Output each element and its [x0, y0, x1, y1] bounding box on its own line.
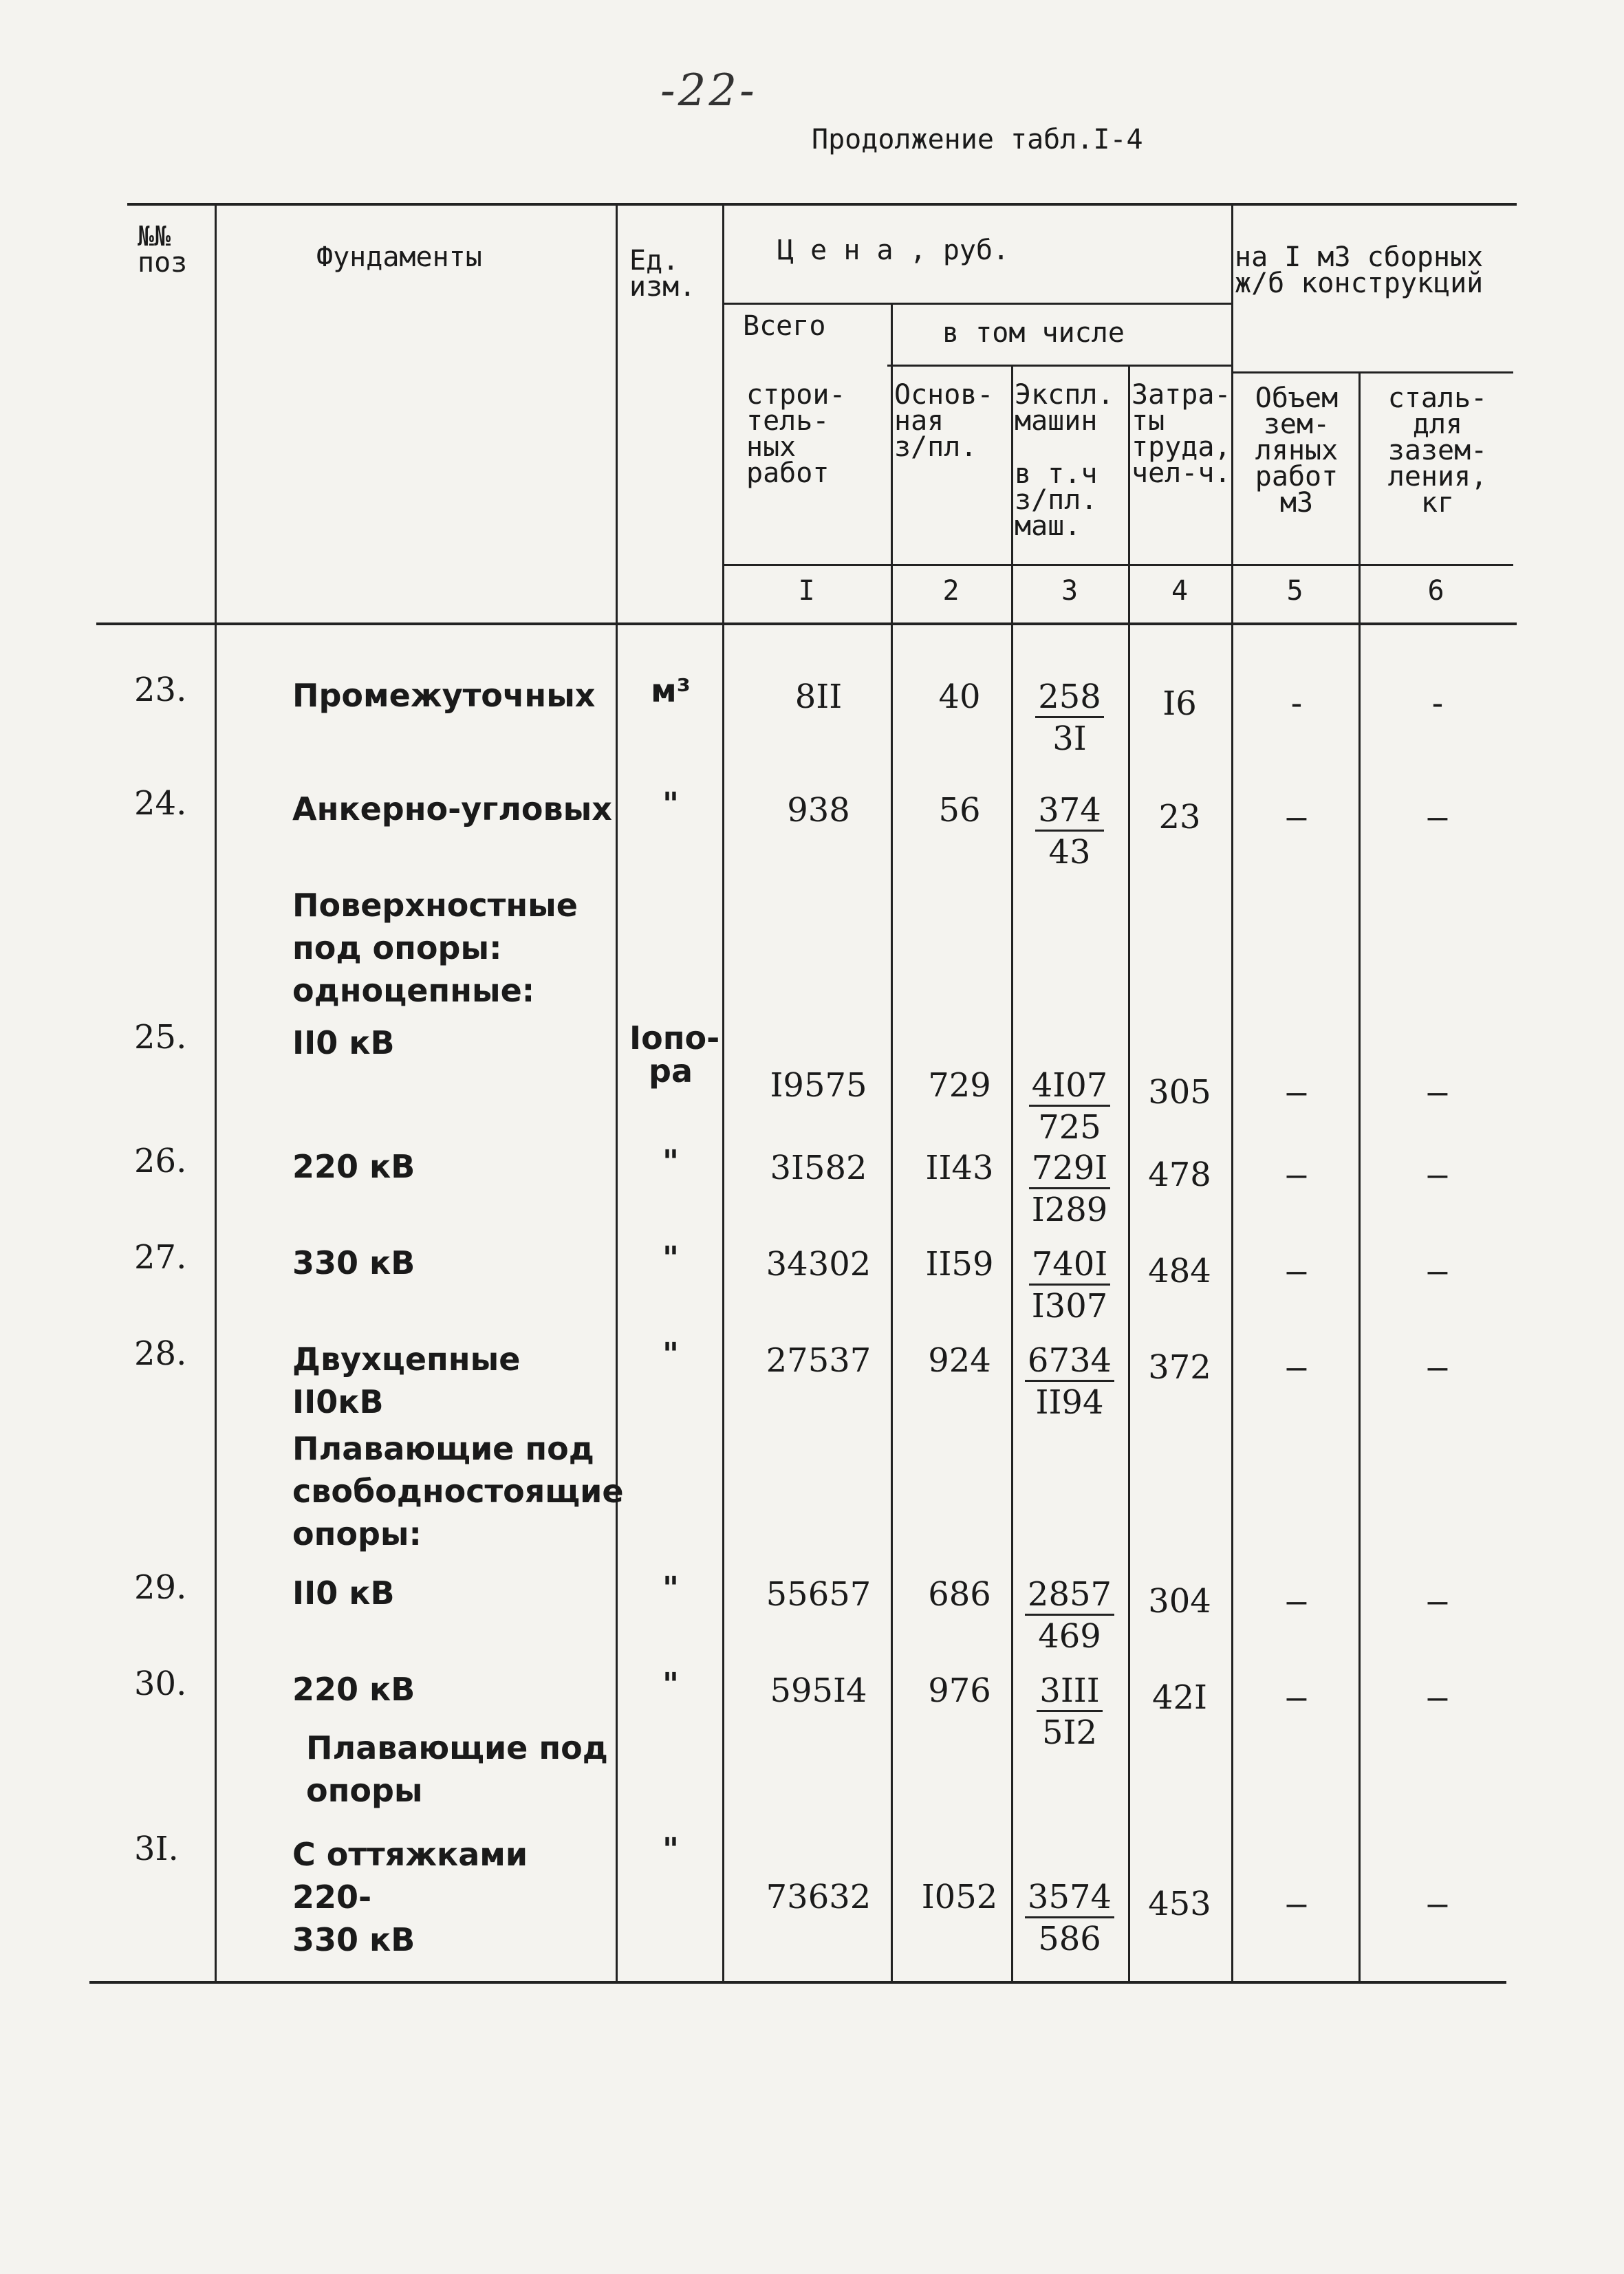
row-name: 220 кВ	[292, 1671, 415, 1708]
header-total: Всего	[743, 310, 826, 342]
row-basic-wage: 40	[938, 678, 981, 716]
row-grounding-steel: —	[1427, 1073, 1448, 1112]
row-machine-cost	[1018, 1671, 1121, 1753]
row-unit: "	[662, 1239, 679, 1277]
rule-incl	[887, 365, 1231, 367]
row-total: 938	[787, 791, 850, 830]
row-name: Промежуточных	[292, 677, 596, 714]
row-machine-operation: 374	[1035, 791, 1104, 832]
vline-6	[1128, 365, 1130, 1981]
row-unit: "	[662, 1336, 679, 1373]
vline-2	[616, 203, 618, 1981]
row-pos: 27.	[134, 1238, 187, 1277]
row-unit: "	[662, 1143, 679, 1180]
vline-5	[1011, 365, 1013, 1981]
header-c3a: Экспл. машин	[1015, 379, 1114, 437]
header-c3b: в т.ч з/пл. маш.	[1015, 458, 1098, 542]
row-labor: 23	[1158, 798, 1201, 836]
row-earth-volume: —	[1286, 1073, 1307, 1112]
vline-7	[1231, 203, 1233, 1981]
colnum-3: 3	[1061, 575, 1079, 607]
row-machine-cost	[1018, 1878, 1121, 1960]
row-machine-operation: 3III	[1037, 1671, 1102, 1712]
rule-header-bottom	[96, 622, 1517, 625]
row-grounding-steel: —	[1427, 1678, 1448, 1717]
continuation-caption: Продолжение табл.I-4	[812, 124, 1143, 155]
row-machine-wage: 725	[1038, 1108, 1101, 1147]
row-machine-operation: 740I	[1029, 1245, 1111, 1286]
row-basic-wage: 686	[928, 1575, 991, 1614]
row-earth-volume: —	[1286, 798, 1307, 836]
row-pos: 28.	[134, 1334, 187, 1373]
row-pos: 30.	[134, 1665, 187, 1703]
page-number: -22-	[660, 65, 757, 116]
row-pos: 26.	[134, 1142, 187, 1180]
row-machine-cost	[1018, 791, 1121, 873]
row-unit: Iопо- ра	[629, 1019, 720, 1090]
row-unit: "	[662, 1570, 679, 1607]
row-machine-wage: 586	[1038, 1920, 1101, 1958]
row-machine-cost	[1018, 678, 1121, 759]
group-label-floating: Плавающие под опоры	[306, 1729, 608, 1809]
colnum-5: 5	[1286, 575, 1303, 607]
row-machine-operation: 4I07	[1029, 1066, 1111, 1107]
row-name: Анкерно-угловых	[292, 790, 612, 827]
table-bottom-rule	[89, 1981, 1506, 1984]
row-total: 595I4	[770, 1671, 867, 1710]
row-machine-wage: I307	[1031, 1287, 1108, 1325]
header-c1: строи- тель- ных работ	[746, 379, 846, 489]
vline-8	[1358, 371, 1361, 1981]
row-grounding-steel: —	[1427, 1252, 1448, 1290]
row-grounding-steel: —	[1427, 1582, 1448, 1621]
row-machine-cost	[1018, 1341, 1121, 1423]
row-pos: 23.	[134, 671, 187, 709]
row-unit: "	[662, 1831, 679, 1868]
header-incl: в том числе	[942, 317, 1125, 349]
row-labor: I6	[1162, 684, 1197, 723]
row-total: 55657	[766, 1575, 871, 1614]
row-earth-volume: —	[1286, 1678, 1307, 1717]
row-name: II0 кВ	[292, 1574, 395, 1612]
row-machine-wage: I289	[1031, 1191, 1108, 1229]
row-labor: 305	[1148, 1073, 1211, 1112]
row-pos: 3I.	[134, 1830, 179, 1868]
row-earth-volume: —	[1286, 1582, 1307, 1621]
vline-4	[891, 303, 893, 1981]
row-unit: м³	[651, 672, 691, 709]
row-machine-wage: 5I2	[1041, 1713, 1098, 1752]
row-labor: 372	[1148, 1348, 1211, 1387]
table-top-rule	[127, 203, 1517, 206]
header-pos: №№ поз	[138, 221, 188, 279]
colnum-2: 2	[942, 575, 960, 607]
header-c2: Основ- ная з/пл.	[894, 379, 994, 463]
header-c6: сталь- для зазем- ления, кг	[1387, 382, 1488, 519]
row-machine-wage: 469	[1038, 1617, 1101, 1656]
row-earth-volume: —	[1286, 1156, 1307, 1194]
row-machine-wage: 43	[1048, 833, 1091, 871]
row-machine-operation: 729I	[1029, 1149, 1111, 1189]
header-c4: Затра- ты труда, чел-ч.	[1132, 379, 1231, 489]
colnum-6: 6	[1427, 575, 1444, 607]
group-label-surface: Поверхностные под опоры: одноцепные:	[292, 887, 578, 1009]
row-total: 73632	[766, 1878, 871, 1916]
rule-price-sub	[722, 303, 1231, 305]
row-machine-cost	[1018, 1245, 1121, 1327]
row-basic-wage: II59	[925, 1245, 994, 1284]
row-earth-volume: —	[1286, 1348, 1307, 1387]
row-pos: 24.	[134, 784, 187, 823]
row-machine-operation: 258	[1035, 678, 1104, 718]
row-earth-volume: -	[1286, 684, 1307, 723]
row-name: II0 кВ	[292, 1024, 395, 1061]
row-basic-wage: II43	[925, 1149, 994, 1187]
row-grounding-steel: —	[1427, 1348, 1448, 1387]
row-total: 3I582	[770, 1149, 867, 1187]
row-grounding-steel: -	[1427, 684, 1448, 723]
group-label-floating-free: Плавающие под свободностоящие опоры:	[292, 1430, 624, 1552]
row-grounding-steel: —	[1427, 1156, 1448, 1194]
row-unit: "	[662, 786, 679, 823]
row-pos: 29.	[134, 1568, 187, 1607]
row-total: 27537	[766, 1341, 871, 1380]
colnum-1: I	[798, 575, 815, 607]
row-total: 34302	[766, 1245, 871, 1284]
vline-1	[215, 203, 217, 1981]
row-basic-wage: I052	[921, 1878, 998, 1916]
row-machine-cost	[1018, 1149, 1121, 1231]
row-labor: 42I	[1151, 1678, 1208, 1717]
vline-3	[722, 203, 724, 1981]
row-machine-cost	[1018, 1575, 1121, 1657]
row-machine-cost	[1018, 1066, 1121, 1148]
row-pos: 25.	[134, 1018, 187, 1057]
header-price: Ц е н а , руб.	[777, 235, 1010, 266]
row-basic-wage: 976	[928, 1671, 991, 1710]
rule-colnums-top	[722, 564, 1513, 566]
header-per-m3: на I м3 сборных ж/б конструкций	[1235, 241, 1484, 299]
row-basic-wage: 56	[938, 791, 981, 830]
row-unit: "	[662, 1666, 679, 1703]
row-machine-wage: II94	[1035, 1383, 1104, 1422]
row-basic-wage: 924	[928, 1341, 991, 1380]
colnum-4: 4	[1171, 575, 1189, 607]
row-machine-operation: 6734	[1025, 1341, 1114, 1382]
row-labor: 453	[1148, 1885, 1211, 1923]
header-foundations: Фундаменты	[316, 241, 482, 273]
row-name: Двухцепные II0кВ	[292, 1341, 521, 1420]
row-labor: 484	[1148, 1252, 1211, 1290]
row-total: 8II	[794, 678, 843, 716]
row-name: 220 кВ	[292, 1148, 415, 1185]
row-name: С оттяжками 220- 330 кВ	[292, 1836, 528, 1958]
row-basic-wage: 729	[928, 1066, 991, 1105]
rule-per-m3	[1231, 371, 1513, 373]
row-grounding-steel: —	[1427, 1885, 1448, 1923]
row-machine-operation: 2857	[1025, 1575, 1114, 1616]
row-labor: 478	[1148, 1156, 1211, 1194]
row-machine-wage: 3I	[1052, 719, 1087, 758]
row-earth-volume: —	[1286, 1885, 1307, 1923]
row-grounding-steel: —	[1427, 798, 1448, 836]
row-earth-volume: —	[1286, 1252, 1307, 1290]
row-name: 330 кВ	[292, 1244, 415, 1281]
row-labor: 304	[1148, 1582, 1211, 1621]
header-unit: Ед. изм.	[629, 245, 696, 303]
row-machine-operation: 3574	[1025, 1878, 1114, 1918]
row-total: I9575	[770, 1066, 867, 1105]
header-c5: Объем зем- ляных работ м3	[1255, 382, 1339, 519]
